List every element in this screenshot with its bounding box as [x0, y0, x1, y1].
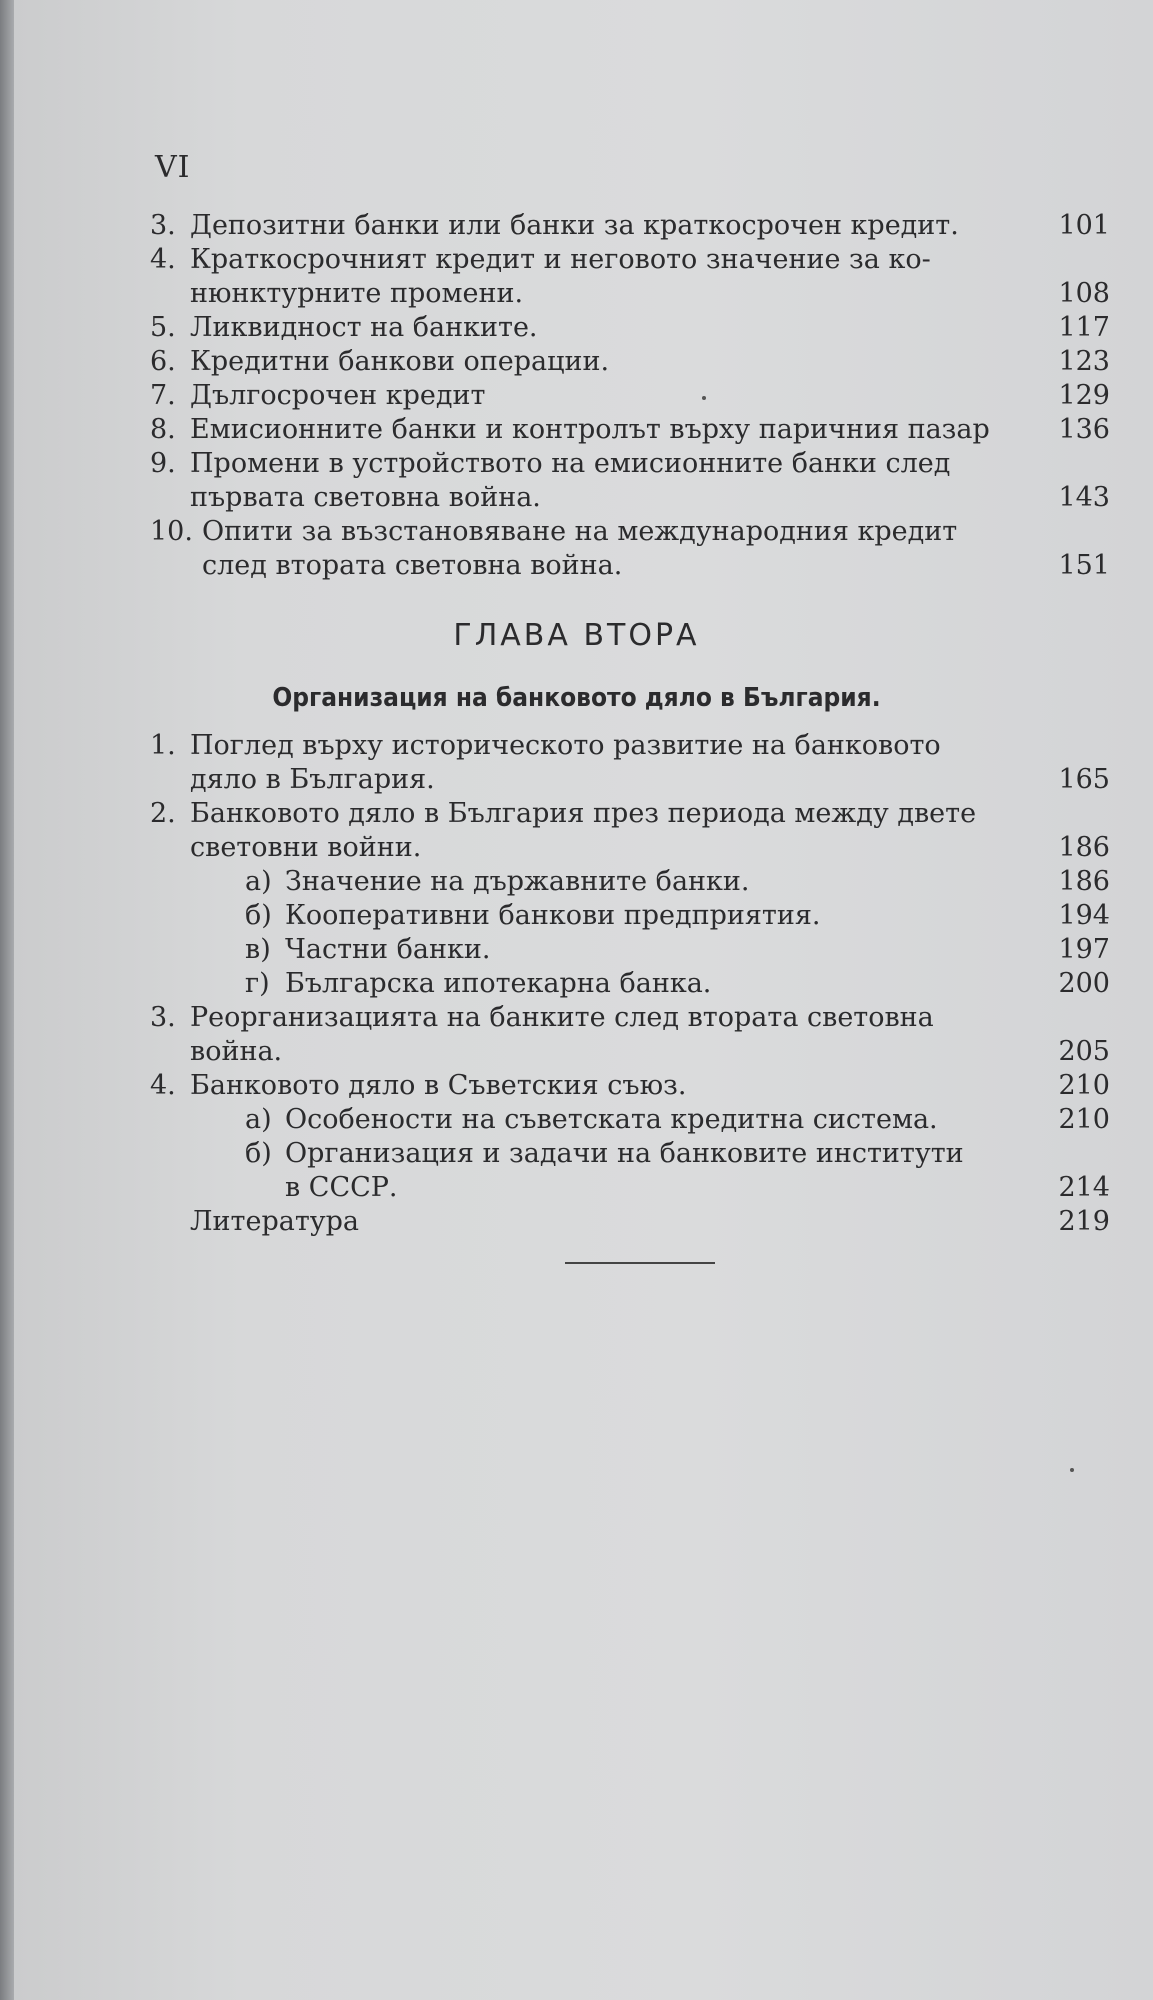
toc-entry-number: 4.: [150, 1070, 176, 1101]
toc-entry-page: 194: [1058, 900, 1110, 931]
toc-entry-number: 3.: [150, 210, 176, 241]
toc-entry-line: [245, 1138, 1110, 1169]
toc-entry-title: Поглед върху историческото развитие на банковото: [190, 730, 941, 761]
toc-entry-line: [150, 1002, 1110, 1033]
toc-entry-page: 200: [1058, 968, 1110, 999]
toc-entry-line: [150, 244, 1110, 275]
toc-entry-line: [150, 346, 1110, 377]
toc-entry-line: [245, 1104, 1110, 1135]
toc-entry-title: Дългосрочен кредит: [190, 380, 486, 411]
toc-entry-title: Частни банки.: [285, 934, 491, 965]
toc-entry-number: 5.: [150, 312, 176, 343]
toc-entry-line: [245, 968, 1110, 999]
toc-entry-number: г): [245, 968, 270, 999]
toc-entry-title: дяло в България.: [190, 764, 435, 795]
toc-entry-number: а): [245, 1104, 272, 1135]
toc-entry-line: [150, 550, 1110, 581]
toc-entry-page: 205: [1058, 1036, 1110, 1067]
toc-entry-title: Реорганизацията на банките след втората световна: [190, 1002, 934, 1033]
toc-entry-title: Промени в устройството на емисионните банки след: [190, 448, 951, 479]
paper-speck: [702, 396, 706, 400]
toc-entry-title: Опити за възстановяване на международния кредит: [202, 516, 958, 547]
toc-entry-line: [150, 1206, 1110, 1237]
toc-entry-line: [150, 1070, 1110, 1101]
chapter-title: ГЛАВА ВТОРА: [453, 618, 700, 653]
toc-entry-number: 7.: [150, 380, 176, 411]
toc-entry-line: [245, 934, 1110, 965]
toc-entry-title: в СССР.: [285, 1172, 398, 1203]
toc-entry-title: Ликвидност на банките.: [190, 312, 538, 343]
toc-entry-page: 129: [1058, 380, 1110, 411]
toc-entry-page: 210: [1058, 1104, 1110, 1135]
paper-speck: [1070, 1468, 1074, 1472]
toc-entry-number: 1.: [150, 730, 176, 761]
toc-entry-number: 3.: [150, 1002, 176, 1033]
toc-entry-page: 117: [1058, 312, 1110, 343]
toc-entry-line: [150, 1036, 1110, 1067]
toc-entry-line: [150, 210, 1110, 241]
toc-entry-number: в): [245, 934, 271, 965]
chapter-subtitle: Организация на банковото дяло в България.: [272, 683, 881, 713]
toc-entry-title: Литература: [190, 1206, 360, 1237]
toc-entry-title: Емисионните банки и контролът върху паричния пазар: [190, 414, 990, 445]
toc-entry-title: Организация и задачи на банковите институти: [285, 1138, 964, 1169]
toc-entry-line: [150, 278, 1110, 309]
toc-entry-title: война.: [190, 1036, 283, 1067]
toc-entry-title: Особености на съветската кредитна система.: [285, 1104, 938, 1135]
toc-entry-line: [150, 730, 1110, 761]
toc-entry-title: Българска ипотекарна банка.: [285, 968, 712, 999]
toc-entry-page: 165: [1058, 764, 1110, 795]
toc-entry-line: [245, 1172, 1110, 1203]
toc-entry-title: Депозитни банки или банки за краткосрочен кредит.: [190, 210, 959, 241]
toc-entry-title: първата световна война.: [190, 482, 541, 513]
toc-entry-title: световни войни.: [190, 832, 422, 863]
toc-entry-page: 219: [1058, 1206, 1110, 1237]
toc-entry-title: нюнктурните промени.: [190, 278, 524, 309]
toc-entry-number: 6.: [150, 346, 176, 377]
toc-entry-line: [150, 516, 1110, 547]
toc-entry-title: Кредитни банкови операции.: [190, 346, 610, 377]
toc-entry-title: Банковото дяло в Съветския съюз.: [190, 1070, 687, 1101]
toc-entry-page: 197: [1058, 934, 1110, 965]
toc-entry-page: 136: [1058, 414, 1110, 445]
toc-entry-page: 101: [1058, 210, 1110, 241]
toc-entry-line: [245, 866, 1110, 897]
toc-entry-page: 214: [1058, 1172, 1110, 1203]
toc-entry-title: след втората световна война.: [202, 550, 623, 581]
toc-entry-line: [150, 798, 1110, 829]
toc-entry-number: 4.: [150, 244, 176, 275]
toc-entry-title: Значение на държавните банки.: [285, 866, 750, 897]
toc-entry-page: 143: [1058, 482, 1110, 513]
toc-entry-page: 108: [1058, 278, 1110, 309]
toc-entry-title: Банковото дяло в България през периода между двете: [190, 798, 977, 829]
toc-entry-line: [150, 482, 1110, 513]
toc-entry-page: 151: [1058, 550, 1110, 581]
toc-entry-page: 123: [1058, 346, 1110, 377]
toc-entry-number: 9.: [150, 448, 176, 479]
toc-entry-line: [150, 380, 1110, 411]
toc-entry-line: [245, 900, 1110, 931]
page-number: VI: [155, 150, 191, 185]
toc-entry-number: б): [245, 900, 272, 931]
toc-entry-line: [150, 832, 1110, 863]
toc-entry-number: б): [245, 1138, 272, 1169]
toc-entry-number: а): [245, 866, 272, 897]
toc-entry-number: 8.: [150, 414, 176, 445]
page-gutter: [0, 0, 14, 2000]
toc-entry-line: [150, 764, 1110, 795]
toc-entry-line: [150, 414, 1110, 445]
toc-entry-title: Краткосрочният кредит и неговото значение за ко-: [190, 244, 931, 275]
toc-entry-page: 186: [1058, 866, 1110, 897]
toc-entry-page: 186: [1058, 832, 1110, 863]
toc-entry-line: [150, 312, 1110, 343]
toc-entry-line: [150, 448, 1110, 479]
toc-entry-title: Кооперативни банкови предприятия.: [285, 900, 821, 931]
toc-entry-number: 10.: [150, 516, 193, 547]
closing-rule: [565, 1262, 715, 1264]
toc-entry-page: 210: [1058, 1070, 1110, 1101]
toc-entry-number: 2.: [150, 798, 176, 829]
